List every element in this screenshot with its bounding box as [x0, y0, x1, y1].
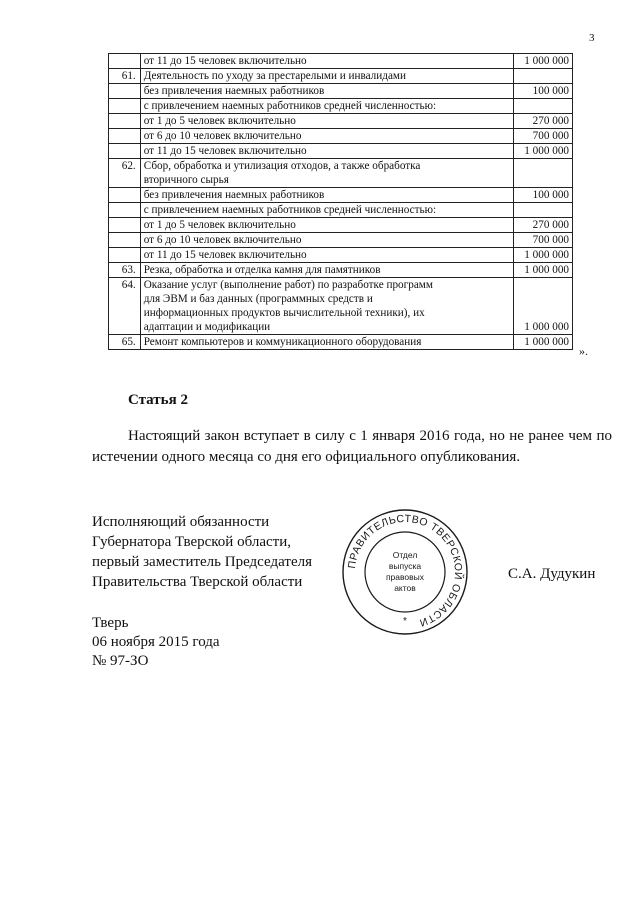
page-number: 3 — [589, 32, 595, 44]
official-stamp — [340, 507, 470, 637]
description-line: информационных продуктов вычислительной техники), их — [143, 307, 425, 319]
stamp-center-line: выпуска — [388, 561, 422, 571]
description-line: от 1 до 5 человек включительно — [143, 115, 296, 127]
row-amount: 1 000 000 — [514, 54, 573, 69]
row-amount: 100 000 — [514, 84, 573, 99]
article-body — [92, 426, 612, 468]
row-description — [140, 144, 513, 159]
closing-quote: ». — [579, 344, 588, 358]
table-row — [109, 114, 573, 129]
row-description — [140, 69, 513, 84]
description-line: от 11 до 15 человек включительно — [143, 55, 307, 67]
row-number — [109, 129, 141, 144]
description-line: Оказание услуг (выполнение работ) по разработке программ — [143, 279, 433, 291]
row-number: 63. — [109, 263, 141, 278]
stamp-center-line: правовых — [385, 572, 425, 582]
article-title: Статья 2 — [128, 392, 188, 408]
row-description — [140, 84, 513, 99]
description-line: от 6 до 10 человек включительно — [143, 130, 302, 142]
row-amount: 270 000 — [514, 218, 573, 233]
row-description — [140, 203, 513, 218]
row-number — [109, 99, 141, 114]
row-amount: 1 000 000 — [514, 335, 573, 350]
row-number — [109, 233, 141, 248]
row-amount — [514, 99, 573, 114]
table-row — [109, 84, 573, 99]
table-row — [109, 129, 573, 144]
table-body — [109, 54, 573, 350]
row-amount: 700 000 — [514, 233, 573, 248]
row-number: 64. — [109, 278, 141, 335]
signatory-line: Исполняющий обязанности — [92, 514, 270, 530]
city: Тверь — [92, 615, 129, 631]
table-row — [109, 218, 573, 233]
row-description — [140, 54, 513, 69]
table-row — [109, 263, 573, 278]
article-paragraph: Настоящий закон вступает в силу с 1 января 2016 года, но не ранее чем по истечении одного месяца со дня его официального опубликования. — [92, 428, 612, 465]
description-line: от 11 до 15 человек включительно — [143, 249, 307, 261]
row-amount — [514, 203, 573, 218]
place-date-block — [92, 614, 220, 671]
row-amount: 270 000 — [514, 114, 573, 129]
row-description — [140, 218, 513, 233]
signatory-line: первый заместитель Председателя — [92, 554, 312, 570]
row-number — [109, 218, 141, 233]
row-amount: 1 000 000 — [514, 263, 573, 278]
row-number — [109, 54, 141, 69]
row-description — [140, 129, 513, 144]
description-line: Ремонт компьютеров и коммуникационного оборудования — [143, 336, 422, 348]
description-line: без привлечения наемных работников — [143, 85, 325, 97]
row-description — [140, 114, 513, 129]
description-line: от 11 до 15 человек включительно — [143, 145, 307, 157]
table-row — [109, 54, 573, 69]
table-row — [109, 144, 573, 159]
row-number — [109, 188, 141, 203]
signatory-name: С.А. Дудукин — [508, 566, 596, 582]
stamp-center-line: актов — [394, 583, 416, 593]
table-row — [109, 233, 573, 248]
row-description — [140, 159, 513, 188]
row-description — [140, 335, 513, 350]
row-number — [109, 114, 141, 129]
row-description — [140, 233, 513, 248]
row-number — [109, 144, 141, 159]
description-line: с привлечением наемных работников средней численностью: — [143, 204, 437, 216]
description-line: Сбор, обработка и утилизация отходов, а также обработка — [143, 160, 421, 172]
stamp-star: * — [403, 616, 407, 627]
table-row — [109, 335, 573, 350]
row-description — [140, 188, 513, 203]
signatory-block — [92, 512, 312, 592]
row-number: 61. — [109, 69, 141, 84]
table-row — [109, 99, 573, 114]
description-line: Резка, обработка и отделка камня для памятников — [143, 264, 381, 276]
row-amount: 1 000 000 — [514, 144, 573, 159]
description-line: адаптации и модификации — [143, 321, 271, 333]
row-number — [109, 203, 141, 218]
law-number: № 97-ЗО — [92, 653, 149, 669]
row-amount: 100 000 — [514, 188, 573, 203]
row-description — [140, 99, 513, 114]
row-description — [140, 278, 513, 335]
row-amount: 1 000 000 — [514, 248, 573, 263]
fee-schedule-table — [108, 53, 573, 350]
row-amount: 700 000 — [514, 129, 573, 144]
table-row — [109, 188, 573, 203]
table-row — [109, 69, 573, 84]
table-row — [109, 278, 573, 335]
description-line: Деятельность по уходу за престарелыми и инвалидами — [143, 70, 406, 82]
row-number: 62. — [109, 159, 141, 188]
description-line: вторичного сырья — [143, 174, 229, 186]
row-amount: 1 000 000 — [514, 278, 573, 335]
description-line: для ЭВМ и баз данных (программных средств и — [143, 293, 373, 305]
description-line: без привлечения наемных работников — [143, 189, 325, 201]
row-amount — [514, 159, 573, 188]
row-number — [109, 248, 141, 263]
stamp-ring-text: ПРАВИТЕЛЬСТВО ТВЕРСКОЙ ОБЛАСТИ — [346, 512, 465, 629]
description-line: от 1 до 5 человек включительно — [143, 219, 296, 231]
stamp-center-line: Отдел — [392, 550, 418, 560]
table-row — [109, 159, 573, 188]
date: 06 ноября 2015 года — [92, 634, 220, 650]
description-line: от 6 до 10 человек включительно — [143, 234, 302, 246]
signatory-line: Правительства Тверской области — [92, 574, 303, 590]
description-line: с привлечением наемных работников средней численностью: — [143, 100, 437, 112]
row-description — [140, 248, 513, 263]
table-row — [109, 248, 573, 263]
row-number: 65. — [109, 335, 141, 350]
signatory-line: Губернатора Тверской области, — [92, 534, 291, 550]
row-number — [109, 84, 141, 99]
row-description — [140, 263, 513, 278]
row-amount — [514, 69, 573, 84]
table-row — [109, 203, 573, 218]
